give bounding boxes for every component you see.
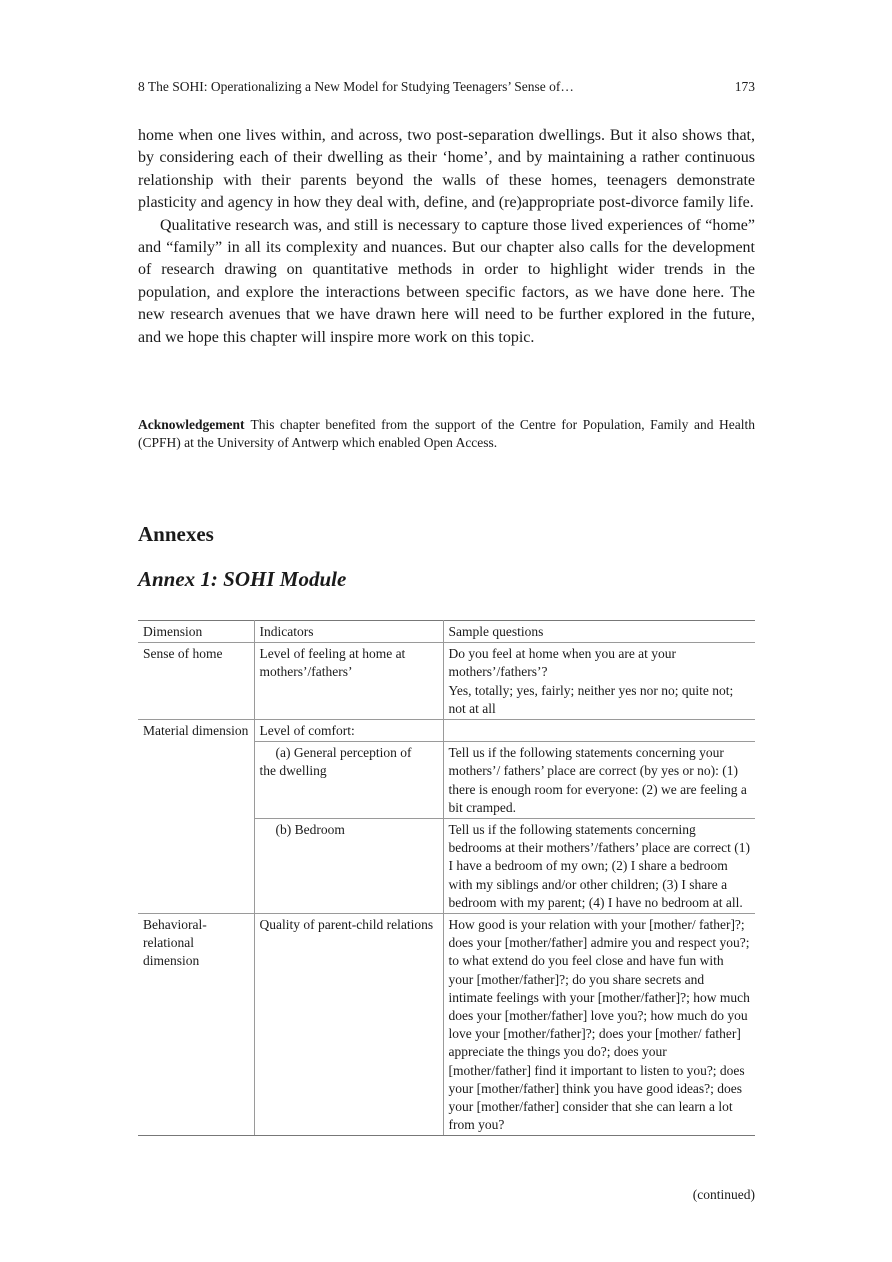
sohi-module-table xyxy=(138,620,755,1136)
continued-note: (continued) xyxy=(692,1187,755,1202)
acknowledgement xyxy=(138,416,755,452)
cell-question-empty xyxy=(443,720,755,742)
cell-question: Tell us if the following statements concerning bedrooms at their mothers’/fathers’ place are correct (1) I have a bedroom of my own; (2) I share a bedroom with my siblings and/or other children; (3) I share a bedroom with my parent; (4) I have no bedroom at all. xyxy=(443,819,755,914)
paragraph-2: Qualitative research was, and still is necessary to capture those lived experiences of “home” and “family” in all its complexity and nuances. But our chapter also calls for the development of research drawing on quantitative methods in order to highlight wider trends in the population, and explore the interactions between specific factors, as we have done here. The new research avenues that we have drawn here will need to be further explored in the future, and we hope this chapter will inspire more work on this topic. xyxy=(138,216,755,346)
acknowledgement-text: This chapter benefited from the support of the Centre for Population, Family and Health (CPFH) at the University of Antwerp which enabled Open Access. xyxy=(138,417,755,450)
table-row xyxy=(138,643,755,720)
cell-indicator xyxy=(254,742,443,819)
indicator-lead: (a) General perception of xyxy=(275,745,412,761)
cell-dimension: Behavioral-relational dimension xyxy=(138,914,254,1136)
table-header-row xyxy=(138,621,755,643)
body-text xyxy=(138,125,755,349)
annex1-heading: Annex 1: SOHI Module xyxy=(138,567,347,591)
table-row xyxy=(138,914,755,1136)
cell-dimension: Sense of home xyxy=(138,643,254,720)
cell-indicator: Level of comfort: xyxy=(254,720,443,742)
table-row xyxy=(138,720,755,742)
question-text: Do you feel at home when you are at your mothers’/fathers’? xyxy=(448,646,677,680)
answer-options: Yes, totally; yes, fairly; neither yes nor no; quite not; not at all xyxy=(448,682,734,716)
indicator-continuation: the dwelling xyxy=(259,763,327,779)
column-header-indicators: Indicators xyxy=(254,621,443,643)
cell-question: How good is your relation with your [mother/ father]?; does your [mother/father] admire you and respect you?; to what extend do you feel close and have fun with your [mother/father]?; do you share secrets and intimate feelings with your [mother/father]?; how much does your [mother/father] love you?; how much do you love your [mother/father]?; does your [mother/ father] appreciate the things you do?; does your [mother/father] find it important to listen to you?; does your [mother/father] think you have good ideas?; does your [mother/father] consider that she can learn a lot from you? xyxy=(443,914,755,1136)
column-header-dimension: Dimension xyxy=(138,621,254,643)
page-number: 173 xyxy=(734,79,755,94)
cell-indicator: Quality of parent-child relations xyxy=(254,914,443,1136)
cell-indicator: Level of feeling at home at mothers’/fathers’ xyxy=(254,643,443,720)
running-head xyxy=(138,78,755,96)
acknowledgement-label: Acknowledgement xyxy=(138,417,245,432)
cell-question: Tell us if the following statements concerning your mothers’/ fathers’ place are correct (by yes or no): (1) there is enough room for everyone: (2) we are feeling a bit cramped. xyxy=(443,742,755,819)
paragraph-1: home when one lives within, and across, two post-separation dwellings. But it also shows that, by considering each of their dwelling as their ‘home’, and by maintaining a rather continuous relationship with their parents beyond the walls of these homes, teenagers demonstrate plasticity and agency in how they deal with, define, and (re)appropriate post-divorce family life. xyxy=(138,127,755,212)
running-head-title: 8 The SOHI: Operationalizing a New Model for Studying Teenagers’ Sense of… xyxy=(138,79,574,94)
annexes-heading: Annexes xyxy=(138,522,214,546)
cell-dimension: Material dimension xyxy=(138,720,254,914)
cell-question xyxy=(443,643,755,720)
column-header-sample-questions: Sample questions xyxy=(443,621,755,643)
cell-indicator: (b) Bedroom xyxy=(254,819,443,914)
